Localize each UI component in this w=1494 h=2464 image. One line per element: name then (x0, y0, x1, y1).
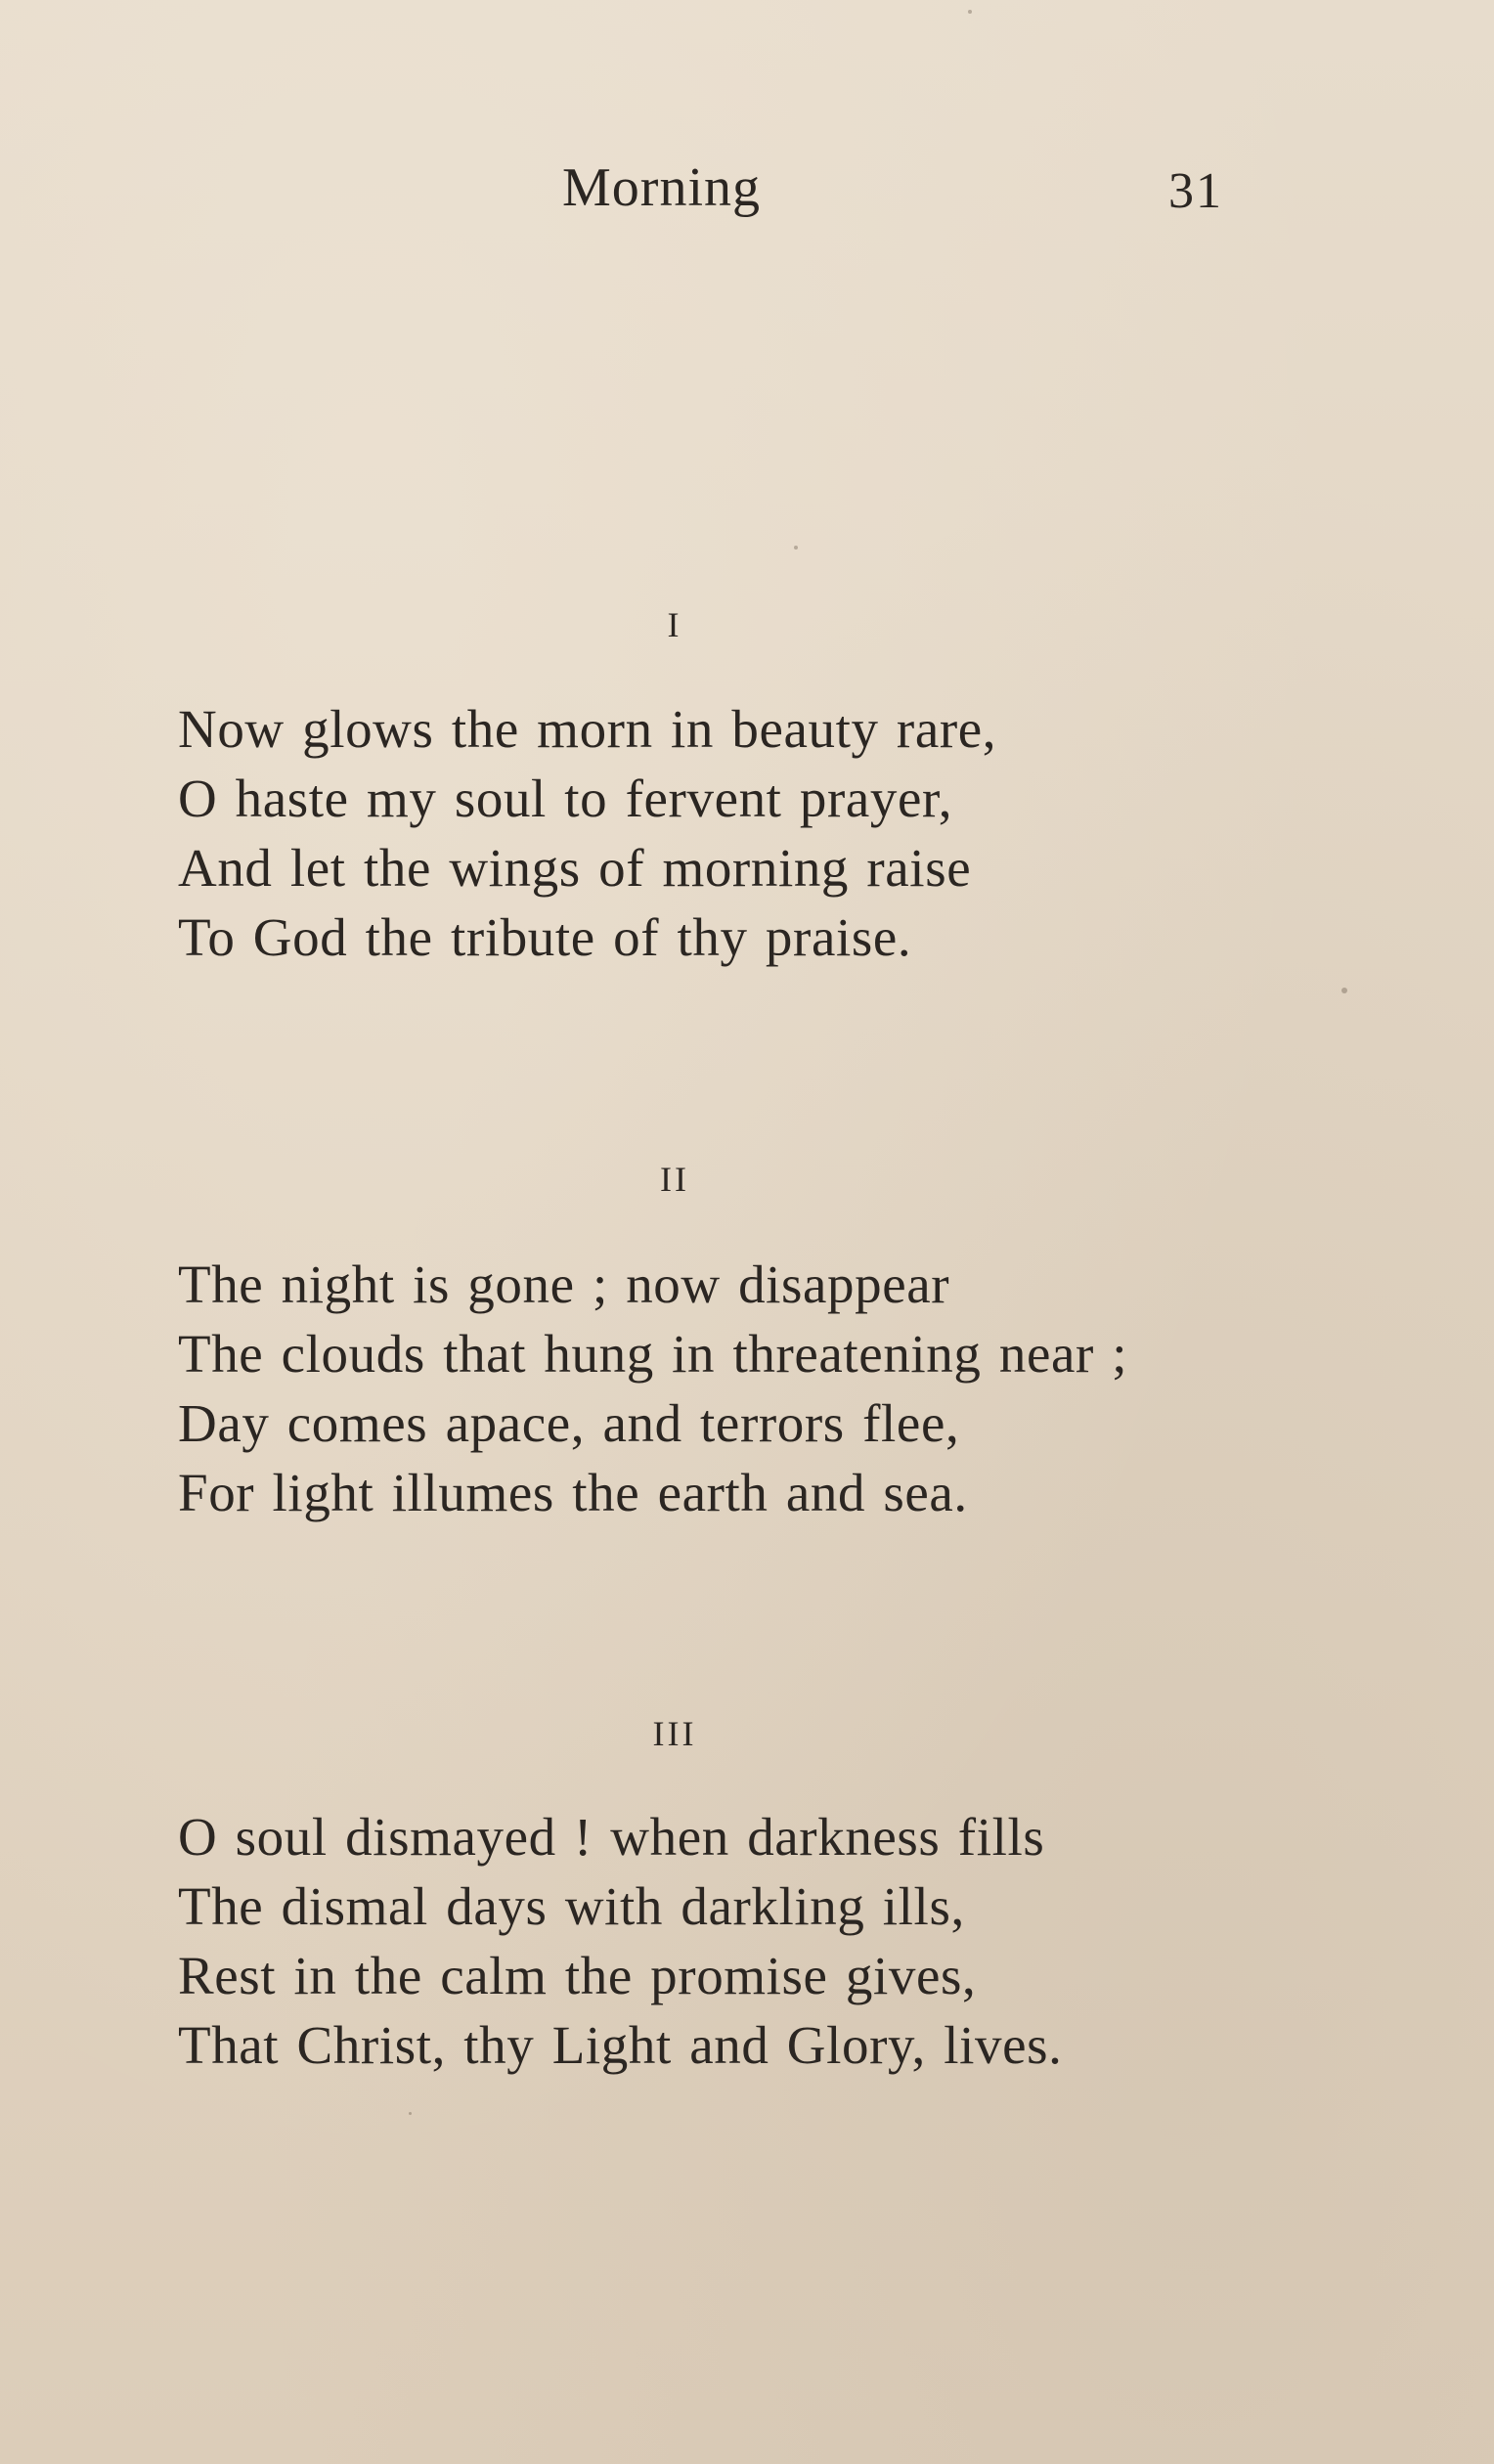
poem-line: To God the tribute of thy praise. (178, 907, 912, 967)
poem-line: That Christ, thy Light and Glory, lives. (178, 2015, 1063, 2075)
stanza-2 (178, 1250, 1390, 1527)
paper-speck (1341, 988, 1347, 993)
poem-line: Rest in the calm the promise gives, (178, 1946, 977, 2005)
poem-line: O soul dismayed ! when darkness fills (178, 1807, 1045, 1867)
poem-line: The dismal days with darkling ills, (178, 1876, 965, 1936)
poem-line: Day comes apace, and terrors flee, (178, 1393, 960, 1453)
page-number: 31 (1168, 163, 1223, 219)
paper-speck (794, 546, 798, 550)
stanza-number-3: III (652, 1714, 697, 1753)
poem-line: For light illumes the earth and sea. (178, 1463, 968, 1522)
poem-line: The clouds that hung in threatening near ; (178, 1324, 1128, 1384)
stanza-3 (178, 1802, 1390, 2080)
running-head (0, 156, 1494, 235)
paper-speck (968, 10, 972, 14)
stanza-number-2: II (660, 1160, 689, 1199)
poem-line: O haste my soul to fervent prayer, (178, 769, 953, 828)
running-title: Morning (562, 157, 761, 218)
stanza-number-1: I (667, 605, 682, 644)
stanza-1 (178, 694, 1390, 972)
poem-line: And let the wings of morning raise (178, 838, 972, 898)
paper-speck (409, 2112, 412, 2115)
poem-line: The night is gone ; now disappear (178, 1254, 950, 1314)
poem-line: Now glows the morn in beauty rare, (178, 699, 997, 759)
